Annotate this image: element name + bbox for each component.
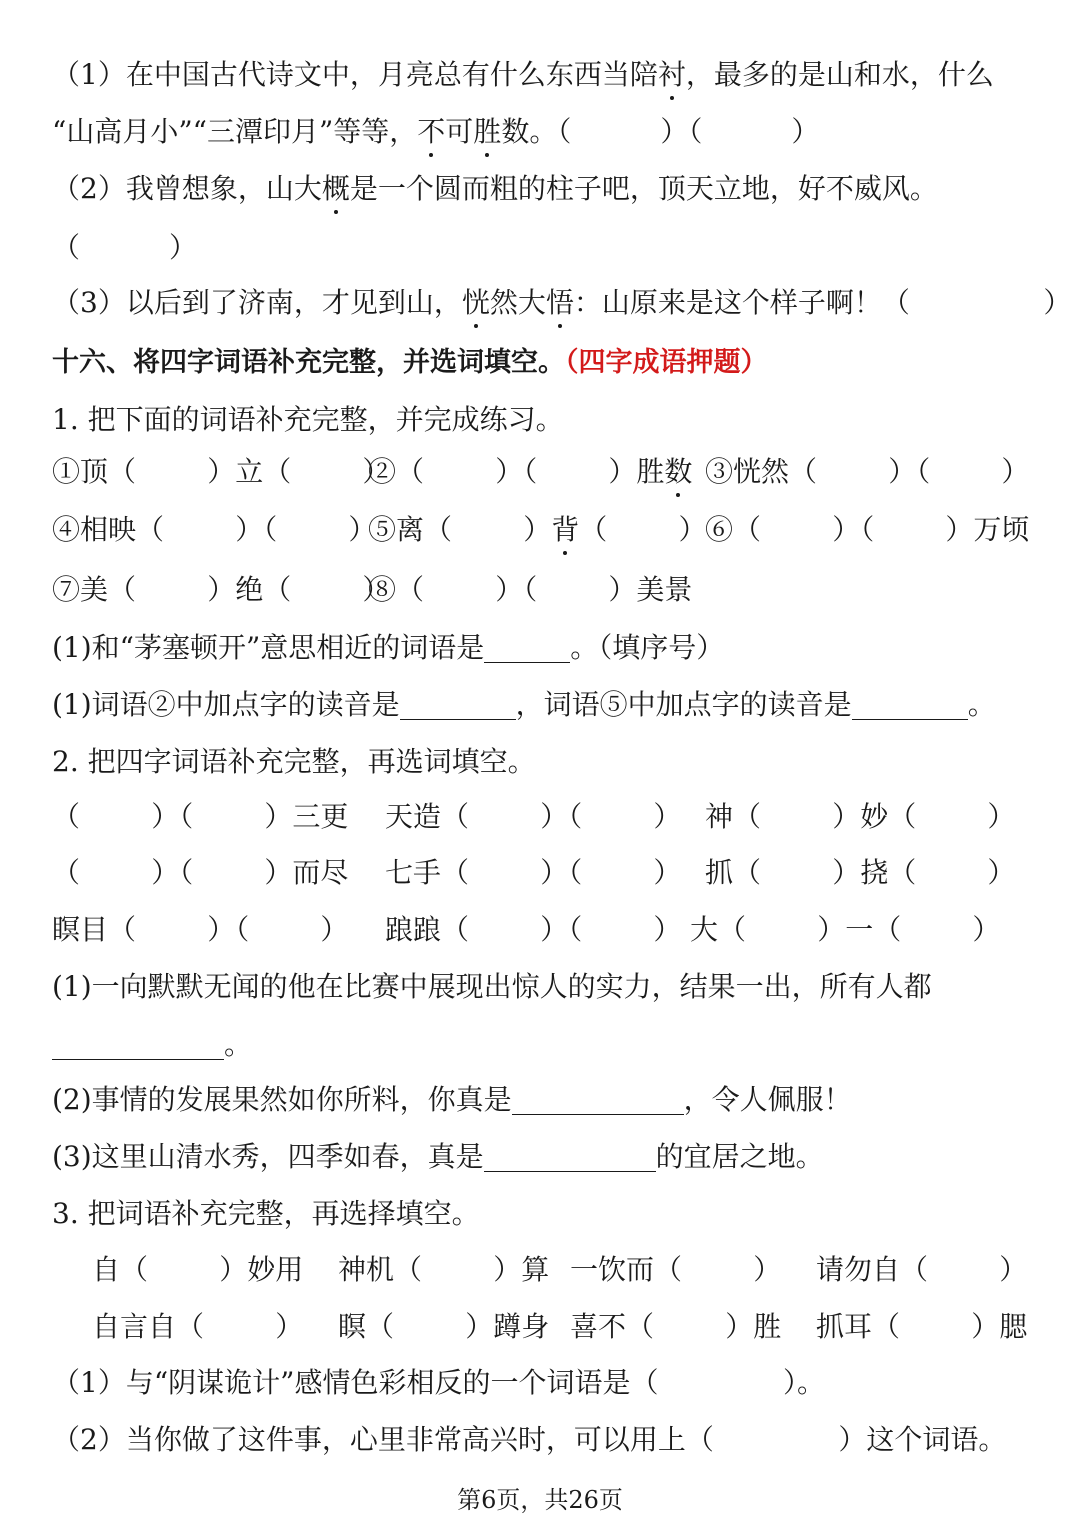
text: (1)词语②中加点字的读音是: [52, 688, 400, 721]
page-number: 第6页，共26页: [457, 1486, 623, 1514]
text: 是一个圆而粗的柱子吧，顶天立地，好不威风。: [349, 172, 938, 205]
dotted-char: 不: [417, 112, 445, 152]
idiom-cell[interactable]: （ ）（ ）三更: [52, 800, 349, 833]
text: （ ）: [579, 513, 707, 546]
idiom-cell[interactable]: 天造（ ）（ ）: [385, 800, 682, 833]
text: 。: [967, 688, 996, 721]
idiom-cell[interactable]: （ ）（ ）而尽: [52, 856, 349, 889]
part2-q1: (1)一向默默无闻的他在比赛中展现出惊人的实力，结果一出，所有人都: [52, 970, 932, 1003]
answer-blank[interactable]: [852, 689, 968, 720]
answer-blank[interactable]: [484, 1141, 656, 1172]
answer-blank[interactable]: [400, 689, 516, 720]
idiom-6[interactable]: ⑥（ ）（ ）万顷: [705, 513, 1030, 546]
text: 可: [445, 115, 474, 148]
idiom-4[interactable]: ④相映（ ）（ ）: [52, 513, 377, 546]
idiom-cell[interactable]: 喜不（ ）胜: [570, 1310, 782, 1343]
text: （3）以后到了济南，才见到山，: [52, 286, 462, 319]
answer-blank[interactable]: [484, 632, 570, 663]
text: ，最多的是山和水，什么: [685, 58, 994, 91]
text: （2）我曾想象，山大: [52, 172, 322, 205]
part3-q2: （2）当你做了这件事，心里非常高兴时，可以用上（ ）这个词语。: [52, 1423, 1007, 1456]
section-heading: [52, 343, 768, 383]
text: ⑤离（ ）: [368, 513, 552, 546]
text: 然大: [489, 286, 546, 319]
text: 。: [224, 1028, 253, 1061]
text: ，令人佩服！: [683, 1083, 852, 1116]
text: “山高月小”“三潭印月”等等，: [52, 115, 418, 148]
part1-q2: [52, 685, 996, 725]
idiom-8[interactable]: ⑧（ ）（ ）美景: [368, 573, 693, 606]
dotted-char: 背: [551, 510, 579, 550]
dotted-char: 恍: [462, 283, 490, 323]
text: (1)和“茅塞顿开”意思相近的词语是: [52, 631, 485, 664]
dotted-char: 胜: [473, 112, 501, 152]
part3-title: 3. 把词语补充完整，再选择填空。: [52, 1197, 480, 1230]
text: （1）在中国古代诗文中，月亮总有什么东西当陪: [52, 58, 658, 91]
q15-item3-line: [52, 283, 1071, 323]
dotted-char: 衬: [658, 55, 686, 95]
heading-tag: （四字成语押题）: [565, 347, 768, 378]
idiom-cell[interactable]: 神机（ ）算: [338, 1253, 550, 1286]
idiom-2[interactable]: [368, 452, 692, 492]
idiom-cell[interactable]: 一饮而（ ）: [570, 1253, 782, 1286]
idiom-cell[interactable]: 自言自（ ）: [92, 1310, 304, 1343]
idiom-cell[interactable]: 神（ ）妙（ ）: [705, 800, 1016, 833]
idiom-5[interactable]: [368, 510, 706, 550]
text: 。（填序号）: [570, 631, 725, 664]
idiom-7[interactable]: ⑦美（ ）绝（ ）: [52, 573, 391, 606]
answer-blank[interactable]: [52, 1029, 224, 1060]
idiom-cell[interactable]: 大（ ）一（ ）: [690, 913, 1001, 946]
dotted-char: 悟: [546, 283, 574, 323]
idiom-cell[interactable]: 瞑目（ ）（ ）: [52, 913, 349, 946]
idiom-cell[interactable]: 自（ ）妙用: [92, 1253, 304, 1286]
q15-item1-line2: [52, 112, 819, 152]
part2-q3: [52, 1137, 824, 1177]
idiom-cell[interactable]: 踉踉（ ）（ ）: [385, 913, 682, 946]
heading-text: 十六、将四字词语补充完整，并选词填空。: [52, 347, 565, 378]
idiom-cell[interactable]: 抓耳（ ）腮: [816, 1310, 1028, 1343]
part1-q1: [52, 628, 724, 668]
text: 数。（ ）（ ）: [501, 115, 820, 148]
part2-title: 2. 把四字词语补充完整，再选词填空。: [52, 745, 536, 778]
text: 的宜居之地。: [655, 1140, 824, 1173]
text: (3)这里山清水秀，四季如春，真是: [52, 1140, 484, 1173]
q15-item2-line1: [52, 169, 938, 209]
q15-item1-line1: [52, 55, 994, 95]
text: ，词语⑤中加点字的读音是: [515, 688, 852, 721]
part3-q1: （1）与“阴谋诡计”感情色彩相反的一个词语是（ ）。: [52, 1366, 826, 1399]
idiom-1[interactable]: ①顶（ ）立（ ）: [52, 455, 391, 488]
idiom-cell[interactable]: 请勿自（ ）: [816, 1253, 1028, 1286]
idiom-cell[interactable]: 抓（ ）挠（ ）: [705, 856, 1016, 889]
text: ：山原来是这个样子啊！（ ）: [573, 286, 1072, 319]
answer-blank[interactable]: [512, 1084, 684, 1115]
idiom-3[interactable]: ③恍然（ ）（ ）: [705, 455, 1030, 488]
text: ②（ ）（ ）胜: [368, 455, 665, 488]
text: (2)事情的发展果然如你所料，你真是: [52, 1083, 512, 1116]
dotted-char: 数: [664, 452, 692, 492]
dotted-char: 概: [322, 169, 350, 209]
part2-q2: [52, 1080, 852, 1120]
idiom-cell[interactable]: 瞑（ ）蹲身: [338, 1310, 550, 1343]
q15-item2-answer[interactable]: （ ）: [52, 231, 198, 264]
idiom-cell[interactable]: 七手（ ）（ ）: [385, 856, 682, 889]
part1-title: 1. 把下面的词语补充完整，并完成练习。: [52, 403, 564, 436]
part2-q1-answer: [52, 1025, 252, 1065]
